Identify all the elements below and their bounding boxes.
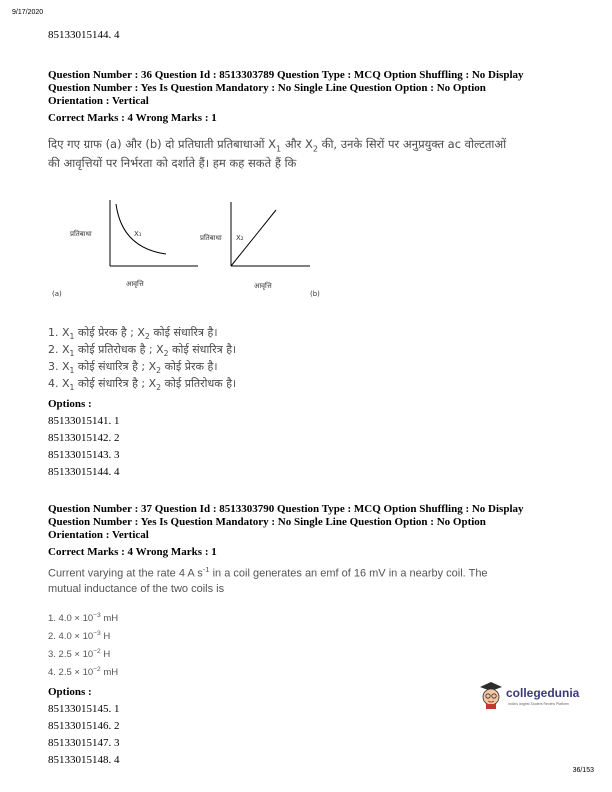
graph-b-curve-label: X₂ bbox=[236, 234, 244, 242]
q36-option-4: 85133015144. 4 bbox=[48, 466, 120, 478]
logo-tagline: India's largest Student Review Platform bbox=[508, 702, 569, 706]
q37-options-label: Options : bbox=[48, 686, 92, 698]
graph-a-curve bbox=[116, 204, 166, 254]
q37-option-4: 85133015148. 4 bbox=[48, 754, 120, 766]
q36-text-line-1: दिए गए ग्राफ (a) और (b) दो प्रतिघाती प्रतिबाधाओं $X_1$ और $X_2$ की, उनके सिरों पर अनुप्रयुक्त ac वोल्टताओं bbox=[48, 137, 507, 154]
q36-meta-line-2: Question Number : Yes Is Question Mandatory : No Single Line Question Option : No Option bbox=[48, 82, 486, 94]
q36-choice-2: 2. $X_1$ कोई प्रतिरोधक है ; $X_2$ कोई संधारित्र है। bbox=[48, 343, 237, 359]
logo-wordmark: collegedunia bbox=[506, 686, 580, 700]
q37-meta-line-1: Question Number : 37 Question Id : 8513303790 Question Type : MCQ Option Shuffling : No Display bbox=[48, 503, 524, 515]
q37-choice-2: 2. $4.0 \times 10^{-3}$ H bbox=[48, 630, 111, 643]
q36-meta-line-1: Question Number : 36 Question Id : 8513303789 Question Type : MCQ Option Shuffling : No Display bbox=[48, 69, 524, 81]
q37-choice-3: 3. $2.5 \times 10^{-2}$ H bbox=[48, 648, 111, 661]
q37-text-line-1: Current varying at the rate 4 A $s^{-1}$ in a coil generates an emf of 16 mV in a nearby coil. The bbox=[48, 565, 488, 580]
q36-options-label: Options : bbox=[48, 398, 92, 410]
q37-option-1: 85133015145. 1 bbox=[48, 703, 120, 715]
q37-choice-1: 1. $4.0 \times 10^{-3}$ mH bbox=[48, 612, 119, 625]
q37-marks: Correct Marks : 4 Wrong Marks : 1 bbox=[48, 546, 217, 558]
q36-choice-1: 1. $X_1$ कोई प्रेरक है ; $X_2$ कोई संधारित्र है। bbox=[48, 326, 218, 342]
q36-marks: Correct Marks : 4 Wrong Marks : 1 bbox=[48, 112, 217, 124]
mascot-icon bbox=[478, 680, 504, 710]
q37-option-3: 85133015147. 3 bbox=[48, 737, 120, 749]
q36-text-line-2: की आवृत्तियों पर निर्भरता को दर्शाते हैं। हम कह सकते हैं कि bbox=[48, 156, 297, 170]
q36-option-1: 85133015141. 1 bbox=[48, 415, 120, 427]
q37-meta-line-2: Question Number : Yes Is Question Mandatory : No Single Line Question Option : No Option bbox=[48, 516, 486, 528]
q36-choice-3: 3. $X_1$ कोई संधारित्र है ; $X_2$ कोई प्रेरक है। bbox=[48, 360, 218, 376]
q37-text-line-2: mutual inductance of the two coils is bbox=[48, 583, 225, 595]
q36-option-3: 85133015143. 3 bbox=[48, 449, 120, 461]
graph-a-tag: (a) bbox=[52, 290, 62, 298]
q36-option-2: 85133015142. 2 bbox=[48, 432, 120, 444]
print-date: 9/17/2020 bbox=[12, 9, 44, 16]
q36-choice-4: 4. $X_1$ कोई संधारित्र है ; $X_2$ कोई प्रतिरोधक है। bbox=[48, 377, 237, 393]
q37-option-2: 85133015146. 2 bbox=[48, 720, 120, 732]
q36-meta-line-3: Orientation : Vertical bbox=[48, 95, 149, 107]
graph-a-ylabel: प्रतिबाधा bbox=[70, 230, 92, 238]
collegedunia-logo bbox=[478, 680, 578, 714]
graph-a-xlabel: आवृत्ति bbox=[126, 280, 144, 288]
page-number: 36/153 bbox=[572, 767, 594, 774]
q36-graphs bbox=[48, 196, 338, 308]
graph-b-ylabel: प्रतिबाधा bbox=[200, 234, 222, 242]
previous-option-line: 85133015144. 4 bbox=[48, 29, 120, 41]
graph-b-xlabel: आवृत्ति bbox=[254, 282, 272, 290]
graph-a-curve-label: X₁ bbox=[134, 230, 142, 238]
q37-meta-line-3: Orientation : Vertical bbox=[48, 529, 149, 541]
q37-choice-4: 4. $2.5 \times 10^{-2}$ mH bbox=[48, 666, 119, 679]
graph-b-tag: (b) bbox=[310, 290, 320, 298]
